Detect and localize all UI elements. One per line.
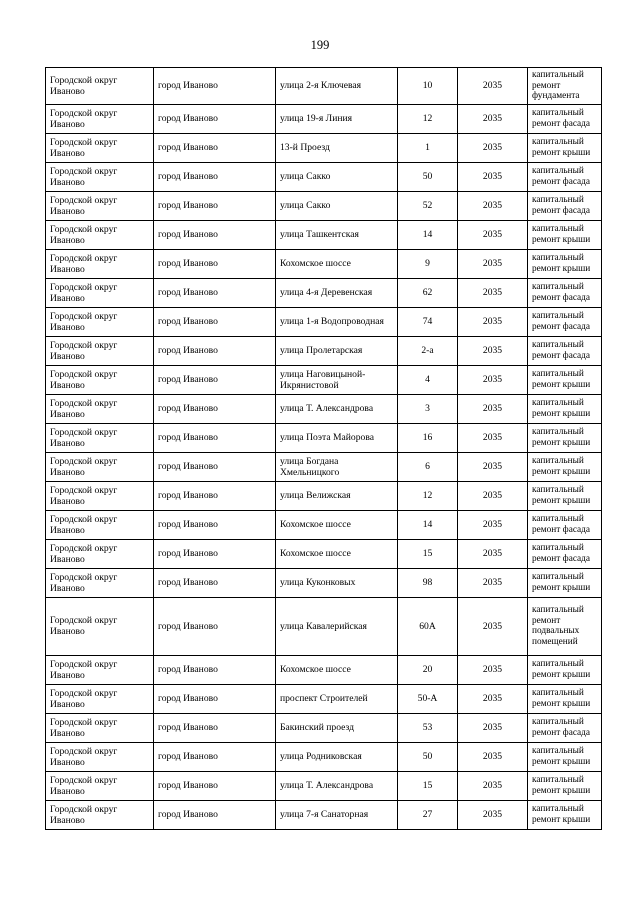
city-cell: город Иваново xyxy=(154,713,276,742)
district-cell: Городской округ Иваново xyxy=(46,452,154,481)
house-number-cell: 15 xyxy=(398,539,458,568)
year-cell: 2035 xyxy=(458,133,528,162)
city-cell: город Иваново xyxy=(154,104,276,133)
work-type-cell: капитальный ремонт крыши xyxy=(528,220,602,249)
city-cell: город Иваново xyxy=(154,191,276,220)
street-cell: улица 1-я Водопроводная xyxy=(276,307,398,336)
table-row xyxy=(46,800,602,829)
district-cell: Городской округ Иваново xyxy=(46,655,154,684)
city-cell: город Иваново xyxy=(154,162,276,191)
work-type-cell: капитальный ремонт фасада xyxy=(528,162,602,191)
street-cell: улица Родниковская xyxy=(276,742,398,771)
work-type-cell: капитальный ремонт фасада xyxy=(528,539,602,568)
work-type-cell: капитальный ремонт крыши xyxy=(528,742,602,771)
street-cell: улица 4-я Деревенская xyxy=(276,278,398,307)
house-number-cell: 14 xyxy=(398,220,458,249)
street-cell: улица Т. Александрова xyxy=(276,771,398,800)
district-cell: Городской округ Иваново xyxy=(46,278,154,307)
table-row xyxy=(46,365,602,394)
table-row xyxy=(46,510,602,539)
district-cell: Городской округ Иваново xyxy=(46,510,154,539)
work-type-cell: капитальный ремонт фасада xyxy=(528,191,602,220)
street-cell: улица Ташкентская xyxy=(276,220,398,249)
city-cell: город Иваново xyxy=(154,68,276,105)
work-type-cell: капитальный ремонт крыши xyxy=(528,568,602,597)
table-row xyxy=(46,68,602,105)
street-cell: улица Наговицыной-Икрянистовой xyxy=(276,365,398,394)
street-cell: Кохомское шоссе xyxy=(276,249,398,278)
year-cell: 2035 xyxy=(458,278,528,307)
house-number-cell: 10 xyxy=(398,68,458,105)
work-type-cell: капитальный ремонт фасада xyxy=(528,336,602,365)
district-cell: Городской округ Иваново xyxy=(46,307,154,336)
district-cell: Городской округ Иваново xyxy=(46,771,154,800)
table-row xyxy=(46,336,602,365)
city-cell: город Иваново xyxy=(154,568,276,597)
year-cell: 2035 xyxy=(458,68,528,105)
table-row xyxy=(46,191,602,220)
street-cell: проспект Строителей xyxy=(276,684,398,713)
street-cell: улица 19-я Линия xyxy=(276,104,398,133)
street-cell: улица Велижская xyxy=(276,481,398,510)
year-cell: 2035 xyxy=(458,655,528,684)
city-cell: город Иваново xyxy=(154,220,276,249)
district-cell: Городской округ Иваново xyxy=(46,713,154,742)
house-number-cell: 3 xyxy=(398,394,458,423)
street-cell: Кохомское шоссе xyxy=(276,655,398,684)
district-cell: Городской округ Иваново xyxy=(46,191,154,220)
table-row xyxy=(46,452,602,481)
year-cell: 2035 xyxy=(458,771,528,800)
work-type-cell: капитальный ремонт фасада xyxy=(528,104,602,133)
city-cell: город Иваново xyxy=(154,278,276,307)
district-cell: Городской округ Иваново xyxy=(46,68,154,105)
district-cell: Городской округ Иваново xyxy=(46,220,154,249)
table-row xyxy=(46,771,602,800)
district-cell: Городской округ Иваново xyxy=(46,481,154,510)
work-type-cell: капитальный ремонт фасада xyxy=(528,278,602,307)
table-row xyxy=(46,307,602,336)
house-number-cell: 12 xyxy=(398,104,458,133)
table-row xyxy=(46,742,602,771)
house-number-cell: 4 xyxy=(398,365,458,394)
house-number-cell: 15 xyxy=(398,771,458,800)
house-number-cell: 16 xyxy=(398,423,458,452)
year-cell: 2035 xyxy=(458,684,528,713)
district-cell: Городской округ Иваново xyxy=(46,539,154,568)
city-cell: город Иваново xyxy=(154,423,276,452)
work-type-cell: капитальный ремонт крыши xyxy=(528,655,602,684)
work-type-cell: капитальный ремонт крыши xyxy=(528,452,602,481)
year-cell: 2035 xyxy=(458,220,528,249)
table-row xyxy=(46,597,602,655)
district-cell: Городской округ Иваново xyxy=(46,394,154,423)
work-type-cell: капитальный ремонт крыши xyxy=(528,365,602,394)
house-number-cell: 27 xyxy=(398,800,458,829)
district-cell: Городской округ Иваново xyxy=(46,684,154,713)
year-cell: 2035 xyxy=(458,713,528,742)
table-body xyxy=(46,68,602,830)
street-cell: улица 2-я Ключевая xyxy=(276,68,398,105)
year-cell: 2035 xyxy=(458,510,528,539)
house-number-cell: 2-а xyxy=(398,336,458,365)
table-row xyxy=(46,423,602,452)
city-cell: город Иваново xyxy=(154,771,276,800)
table-row xyxy=(46,220,602,249)
table-row xyxy=(46,539,602,568)
house-number-cell: 74 xyxy=(398,307,458,336)
work-type-cell: капитальный ремонт крыши xyxy=(528,133,602,162)
page-number: 199 xyxy=(310,38,330,52)
year-cell: 2035 xyxy=(458,597,528,655)
street-cell: улица Кавалерийская xyxy=(276,597,398,655)
district-cell: Городской округ Иваново xyxy=(46,104,154,133)
table-row xyxy=(46,655,602,684)
year-cell: 2035 xyxy=(458,423,528,452)
district-cell: Городской округ Иваново xyxy=(46,597,154,655)
year-cell: 2035 xyxy=(458,307,528,336)
work-type-cell: капитальный ремонт крыши xyxy=(528,800,602,829)
district-cell: Городской округ Иваново xyxy=(46,162,154,191)
city-cell: город Иваново xyxy=(154,365,276,394)
table-row xyxy=(46,249,602,278)
table-row xyxy=(46,684,602,713)
table-row xyxy=(46,162,602,191)
street-cell: 13-й Проезд xyxy=(276,133,398,162)
street-cell: улица Сакко xyxy=(276,191,398,220)
house-number-cell: 60А xyxy=(398,597,458,655)
city-cell: город Иваново xyxy=(154,336,276,365)
year-cell: 2035 xyxy=(458,104,528,133)
table-row xyxy=(46,713,602,742)
city-cell: город Иваново xyxy=(154,539,276,568)
house-number-cell: 12 xyxy=(398,481,458,510)
work-type-cell: капитальный ремонт крыши xyxy=(528,249,602,278)
work-type-cell: капитальный ремонт крыши xyxy=(528,423,602,452)
city-cell: город Иваново xyxy=(154,249,276,278)
year-cell: 2035 xyxy=(458,365,528,394)
street-cell: Кохомское шоссе xyxy=(276,539,398,568)
house-number-cell: 50-А xyxy=(398,684,458,713)
street-cell: улица Пролетарская xyxy=(276,336,398,365)
work-type-cell: капитальный ремонт крыши xyxy=(528,684,602,713)
house-number-cell: 50 xyxy=(398,162,458,191)
house-number-cell: 53 xyxy=(398,713,458,742)
house-number-cell: 50 xyxy=(398,742,458,771)
house-number-cell: 52 xyxy=(398,191,458,220)
district-cell: Городской округ Иваново xyxy=(46,742,154,771)
table-row xyxy=(46,568,602,597)
city-cell: город Иваново xyxy=(154,800,276,829)
repair-schedule-table xyxy=(45,67,602,830)
city-cell: город Иваново xyxy=(154,481,276,510)
district-cell: Городской округ Иваново xyxy=(46,800,154,829)
work-type-cell: капитальный ремонт фундамента xyxy=(528,68,602,105)
street-cell: Кохомское шоссе xyxy=(276,510,398,539)
street-cell: улица Сакко xyxy=(276,162,398,191)
year-cell: 2035 xyxy=(458,568,528,597)
year-cell: 2035 xyxy=(458,539,528,568)
year-cell: 2035 xyxy=(458,249,528,278)
table-row xyxy=(46,104,602,133)
work-type-cell: капитальный ремонт крыши xyxy=(528,481,602,510)
district-cell: Городской округ Иваново xyxy=(46,336,154,365)
table-row xyxy=(46,278,602,307)
street-cell: улица Поэта Майорова xyxy=(276,423,398,452)
table-row xyxy=(46,394,602,423)
city-cell: город Иваново xyxy=(154,307,276,336)
city-cell: город Иваново xyxy=(154,510,276,539)
work-type-cell: капитальный ремонт фасада xyxy=(528,307,602,336)
district-cell: Городской округ Иваново xyxy=(46,133,154,162)
work-type-cell: капитальный ремонт подвальных помещений xyxy=(528,597,602,655)
work-type-cell: капитальный ремонт крыши xyxy=(528,394,602,423)
city-cell: город Иваново xyxy=(154,452,276,481)
work-type-cell: капитальный ремонт фасада xyxy=(528,713,602,742)
house-number-cell: 1 xyxy=(398,133,458,162)
year-cell: 2035 xyxy=(458,742,528,771)
year-cell: 2035 xyxy=(458,336,528,365)
house-number-cell: 9 xyxy=(398,249,458,278)
street-cell: Бакинский проезд xyxy=(276,713,398,742)
house-number-cell: 20 xyxy=(398,655,458,684)
street-cell: улица Т. Александрова xyxy=(276,394,398,423)
street-cell: улица 7-я Санаторная xyxy=(276,800,398,829)
district-cell: Городской округ Иваново xyxy=(46,568,154,597)
year-cell: 2035 xyxy=(458,394,528,423)
year-cell: 2035 xyxy=(458,162,528,191)
house-number-cell: 62 xyxy=(398,278,458,307)
table-row xyxy=(46,481,602,510)
work-type-cell: капитальный ремонт крыши xyxy=(528,771,602,800)
city-cell: город Иваново xyxy=(154,133,276,162)
city-cell: город Иваново xyxy=(154,684,276,713)
year-cell: 2035 xyxy=(458,481,528,510)
city-cell: город Иваново xyxy=(154,597,276,655)
district-cell: Городской округ Иваново xyxy=(46,249,154,278)
year-cell: 2035 xyxy=(458,452,528,481)
city-cell: город Иваново xyxy=(154,394,276,423)
district-cell: Городской округ Иваново xyxy=(46,365,154,394)
house-number-cell: 98 xyxy=(398,568,458,597)
house-number-cell: 14 xyxy=(398,510,458,539)
year-cell: 2035 xyxy=(458,191,528,220)
house-number-cell: 6 xyxy=(398,452,458,481)
city-cell: город Иваново xyxy=(154,655,276,684)
table-row xyxy=(46,133,602,162)
district-cell: Городской округ Иваново xyxy=(46,423,154,452)
street-cell: улица Богдана Хмельницкого xyxy=(276,452,398,481)
year-cell: 2035 xyxy=(458,800,528,829)
street-cell: улица Куконковых xyxy=(276,568,398,597)
city-cell: город Иваново xyxy=(154,742,276,771)
work-type-cell: капитальный ремонт фасада xyxy=(528,510,602,539)
